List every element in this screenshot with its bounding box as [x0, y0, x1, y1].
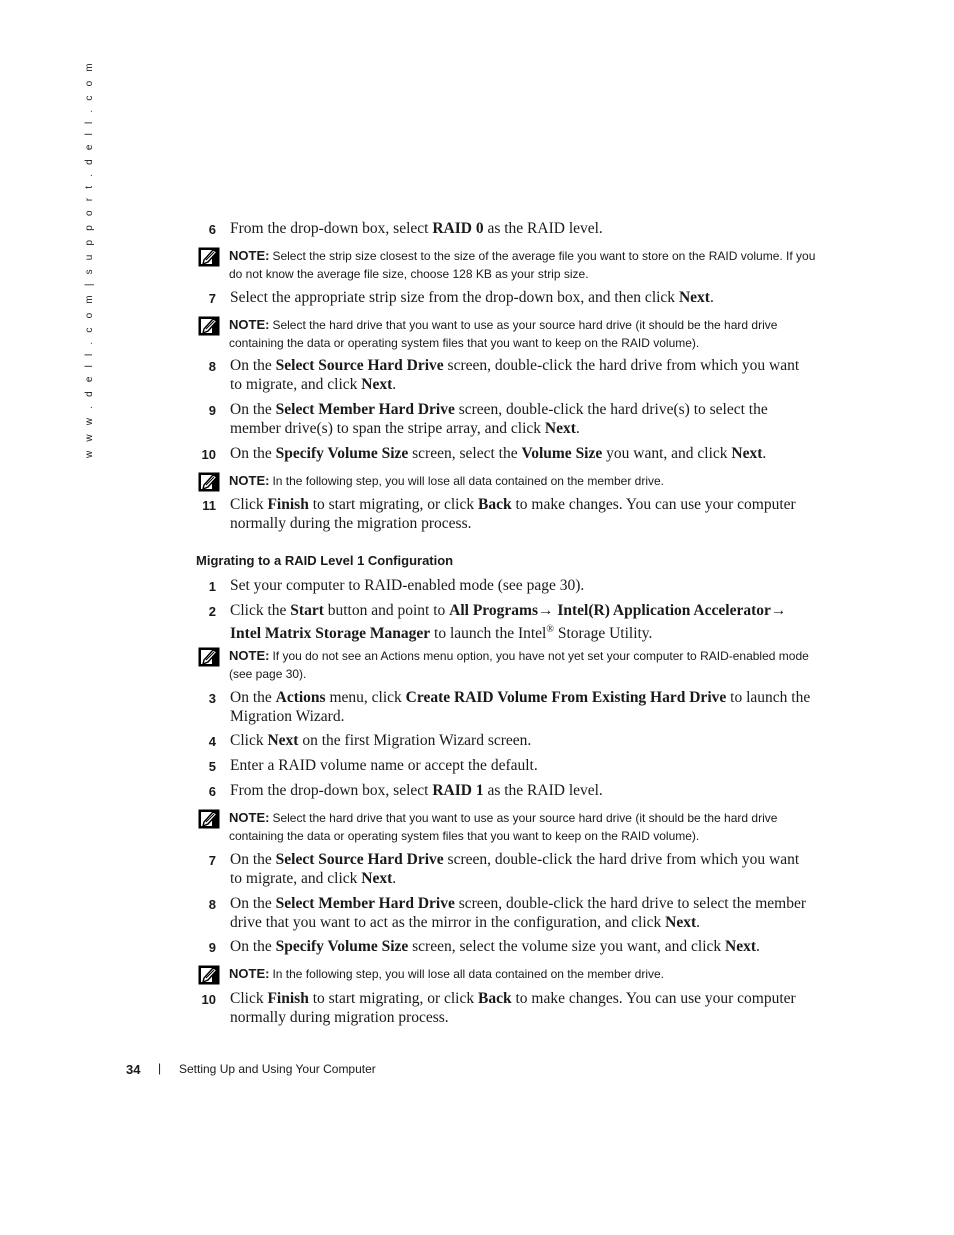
- note-label: NOTE:: [229, 248, 270, 263]
- step-text: Set your computer to RAID-enabled mode (see page 30).: [230, 577, 585, 594]
- note-block: [198, 809, 816, 845]
- step-number: 6: [208, 222, 216, 237]
- step-text: On the Select Source Hard Drive screen, double-click the hard drive from which you want to migrate, and click Next.: [230, 851, 800, 887]
- step-item: [194, 688, 814, 726]
- note-pencil-icon: [198, 316, 220, 336]
- step-number: 9: [208, 940, 216, 955]
- step-text: On the Actions menu, click Create RAID Volume From Existing Hard Drive to launch the Migration Wizard.: [230, 689, 811, 725]
- step-item: [194, 288, 814, 307]
- step-number: 6: [208, 784, 216, 799]
- note-block: [198, 316, 816, 352]
- note-body: In the following step, you will lose all data contained on the member drive.: [272, 474, 665, 488]
- step-item: [194, 495, 814, 533]
- note-body: Select the hard drive that you want to use as your source hard drive (it should be the hard drive containing the data or operating system files that you want to keep on the RAID volume).: [229, 811, 778, 843]
- page-number: 34: [126, 1062, 141, 1077]
- step-item: [194, 850, 814, 888]
- note-label: NOTE:: [229, 810, 270, 825]
- step-number: 3: [208, 691, 216, 706]
- step-text: On the Select Member Hard Drive screen, double-click the hard drive to select the member drive that you want to act as the mirror in the configuration, and click Next.: [230, 895, 807, 931]
- step-text: On the Select Source Hard Drive screen, double-click the hard drive from which you want to migrate, and click Next.: [230, 357, 800, 393]
- step-item: [194, 444, 814, 463]
- step-item: [194, 576, 814, 595]
- note-text: [229, 809, 816, 845]
- step-text: On the Select Member Hard Drive screen, double-click the hard drive(s) to select the member drive(s) to span the stripe array, and click Next.: [230, 401, 768, 437]
- step-text: Select the appropriate strip size from the drop-down box, and then click Next.: [230, 289, 714, 306]
- step-number: 9: [208, 403, 216, 418]
- note-label: NOTE:: [229, 966, 270, 981]
- step-text: On the Specify Volume Size screen, select the volume size you want, and click Next.: [230, 938, 760, 955]
- note-text: [229, 247, 816, 283]
- step-item: [194, 356, 814, 394]
- note-block: [198, 472, 816, 491]
- step-item: [194, 219, 814, 238]
- note-block: [198, 965, 816, 984]
- step-item: [194, 781, 814, 800]
- note-pencil-icon: [198, 247, 220, 267]
- step-number: 2: [208, 604, 216, 619]
- step-number: 11: [202, 498, 216, 513]
- step-text: Click Finish to start migrating, or click Back to make changes. You can use your computer normally during the migration process.: [230, 496, 796, 532]
- note-label: NOTE:: [229, 317, 270, 332]
- step-number: 4: [208, 734, 216, 749]
- step-text: Enter a RAID volume name or accept the default.: [230, 757, 538, 774]
- step-number: 7: [208, 853, 216, 868]
- step-text: Click Next on the first Migration Wizard screen.: [230, 732, 532, 749]
- note-body: Select the hard drive that you want to use as your source hard drive (it should be the hard drive containing the data or operating system files that you want to keep on the RAID volume).: [229, 318, 778, 350]
- step-text: On the Specify Volume Size screen, select the Volume Size you want, and click Next.: [230, 445, 767, 462]
- page-footer: [126, 1061, 376, 1077]
- step-number: 8: [208, 897, 216, 912]
- note-pencil-icon: [198, 647, 220, 667]
- note-body: In the following step, you will lose all data contained on the member drive.: [272, 967, 665, 981]
- step-number: 5: [208, 759, 216, 774]
- step-text: Click the Start button and point to All Programs→ Intel(R) Application Accelerator→ Intel Matrix Storage Manager to launch the Intel® Storage Utility.: [230, 602, 787, 643]
- note-block: [198, 647, 816, 683]
- note-body: Select the strip size closest to the size of the average file you want to store on the RAID volume. If you do not know the average file size, choose 128 KB as your strip size.: [229, 249, 816, 281]
- step-item: [194, 400, 814, 438]
- step-item: [194, 989, 814, 1027]
- section-heading: Migrating to a RAID Level 1 Configuration: [196, 553, 454, 568]
- note-text: [229, 472, 816, 491]
- note-label: NOTE:: [229, 473, 270, 488]
- step-item: [194, 756, 814, 775]
- step-item: [194, 601, 814, 643]
- note-label: NOTE:: [229, 648, 270, 663]
- footer-title: Setting Up and Using Your Computer: [179, 1062, 376, 1076]
- step-item: [194, 937, 814, 956]
- step-number: 7: [208, 291, 216, 306]
- step-number: 8: [208, 359, 216, 374]
- step-text: From the drop-down box, select RAID 1 as the RAID level.: [230, 782, 603, 799]
- note-body: If you do not see an Actions menu option, you have not yet set your computer to RAID-enabled mode (see page 30).: [229, 649, 809, 681]
- note-text: [229, 965, 816, 984]
- step-number: 1: [208, 579, 216, 594]
- step-item: [194, 731, 814, 750]
- note-pencil-icon: [198, 809, 220, 829]
- note-text: [229, 647, 816, 683]
- note-text: [229, 316, 816, 352]
- sidebar-url: w w w . d e l l . c o m | s u p p o r t . d e l l . c o m: [84, 60, 95, 458]
- note-pencil-icon: [198, 965, 220, 985]
- footer-separator: |: [158, 1061, 162, 1075]
- note-block: [198, 247, 816, 283]
- step-number: 10: [201, 447, 216, 462]
- note-pencil-icon: [198, 472, 220, 492]
- step-item: [194, 894, 814, 932]
- step-text: From the drop-down box, select RAID 0 as the RAID level.: [230, 220, 603, 237]
- step-text: Click Finish to start migrating, or click Back to make changes. You can use your computer normally during migration process.: [230, 990, 796, 1026]
- step-number: 10: [201, 992, 216, 1007]
